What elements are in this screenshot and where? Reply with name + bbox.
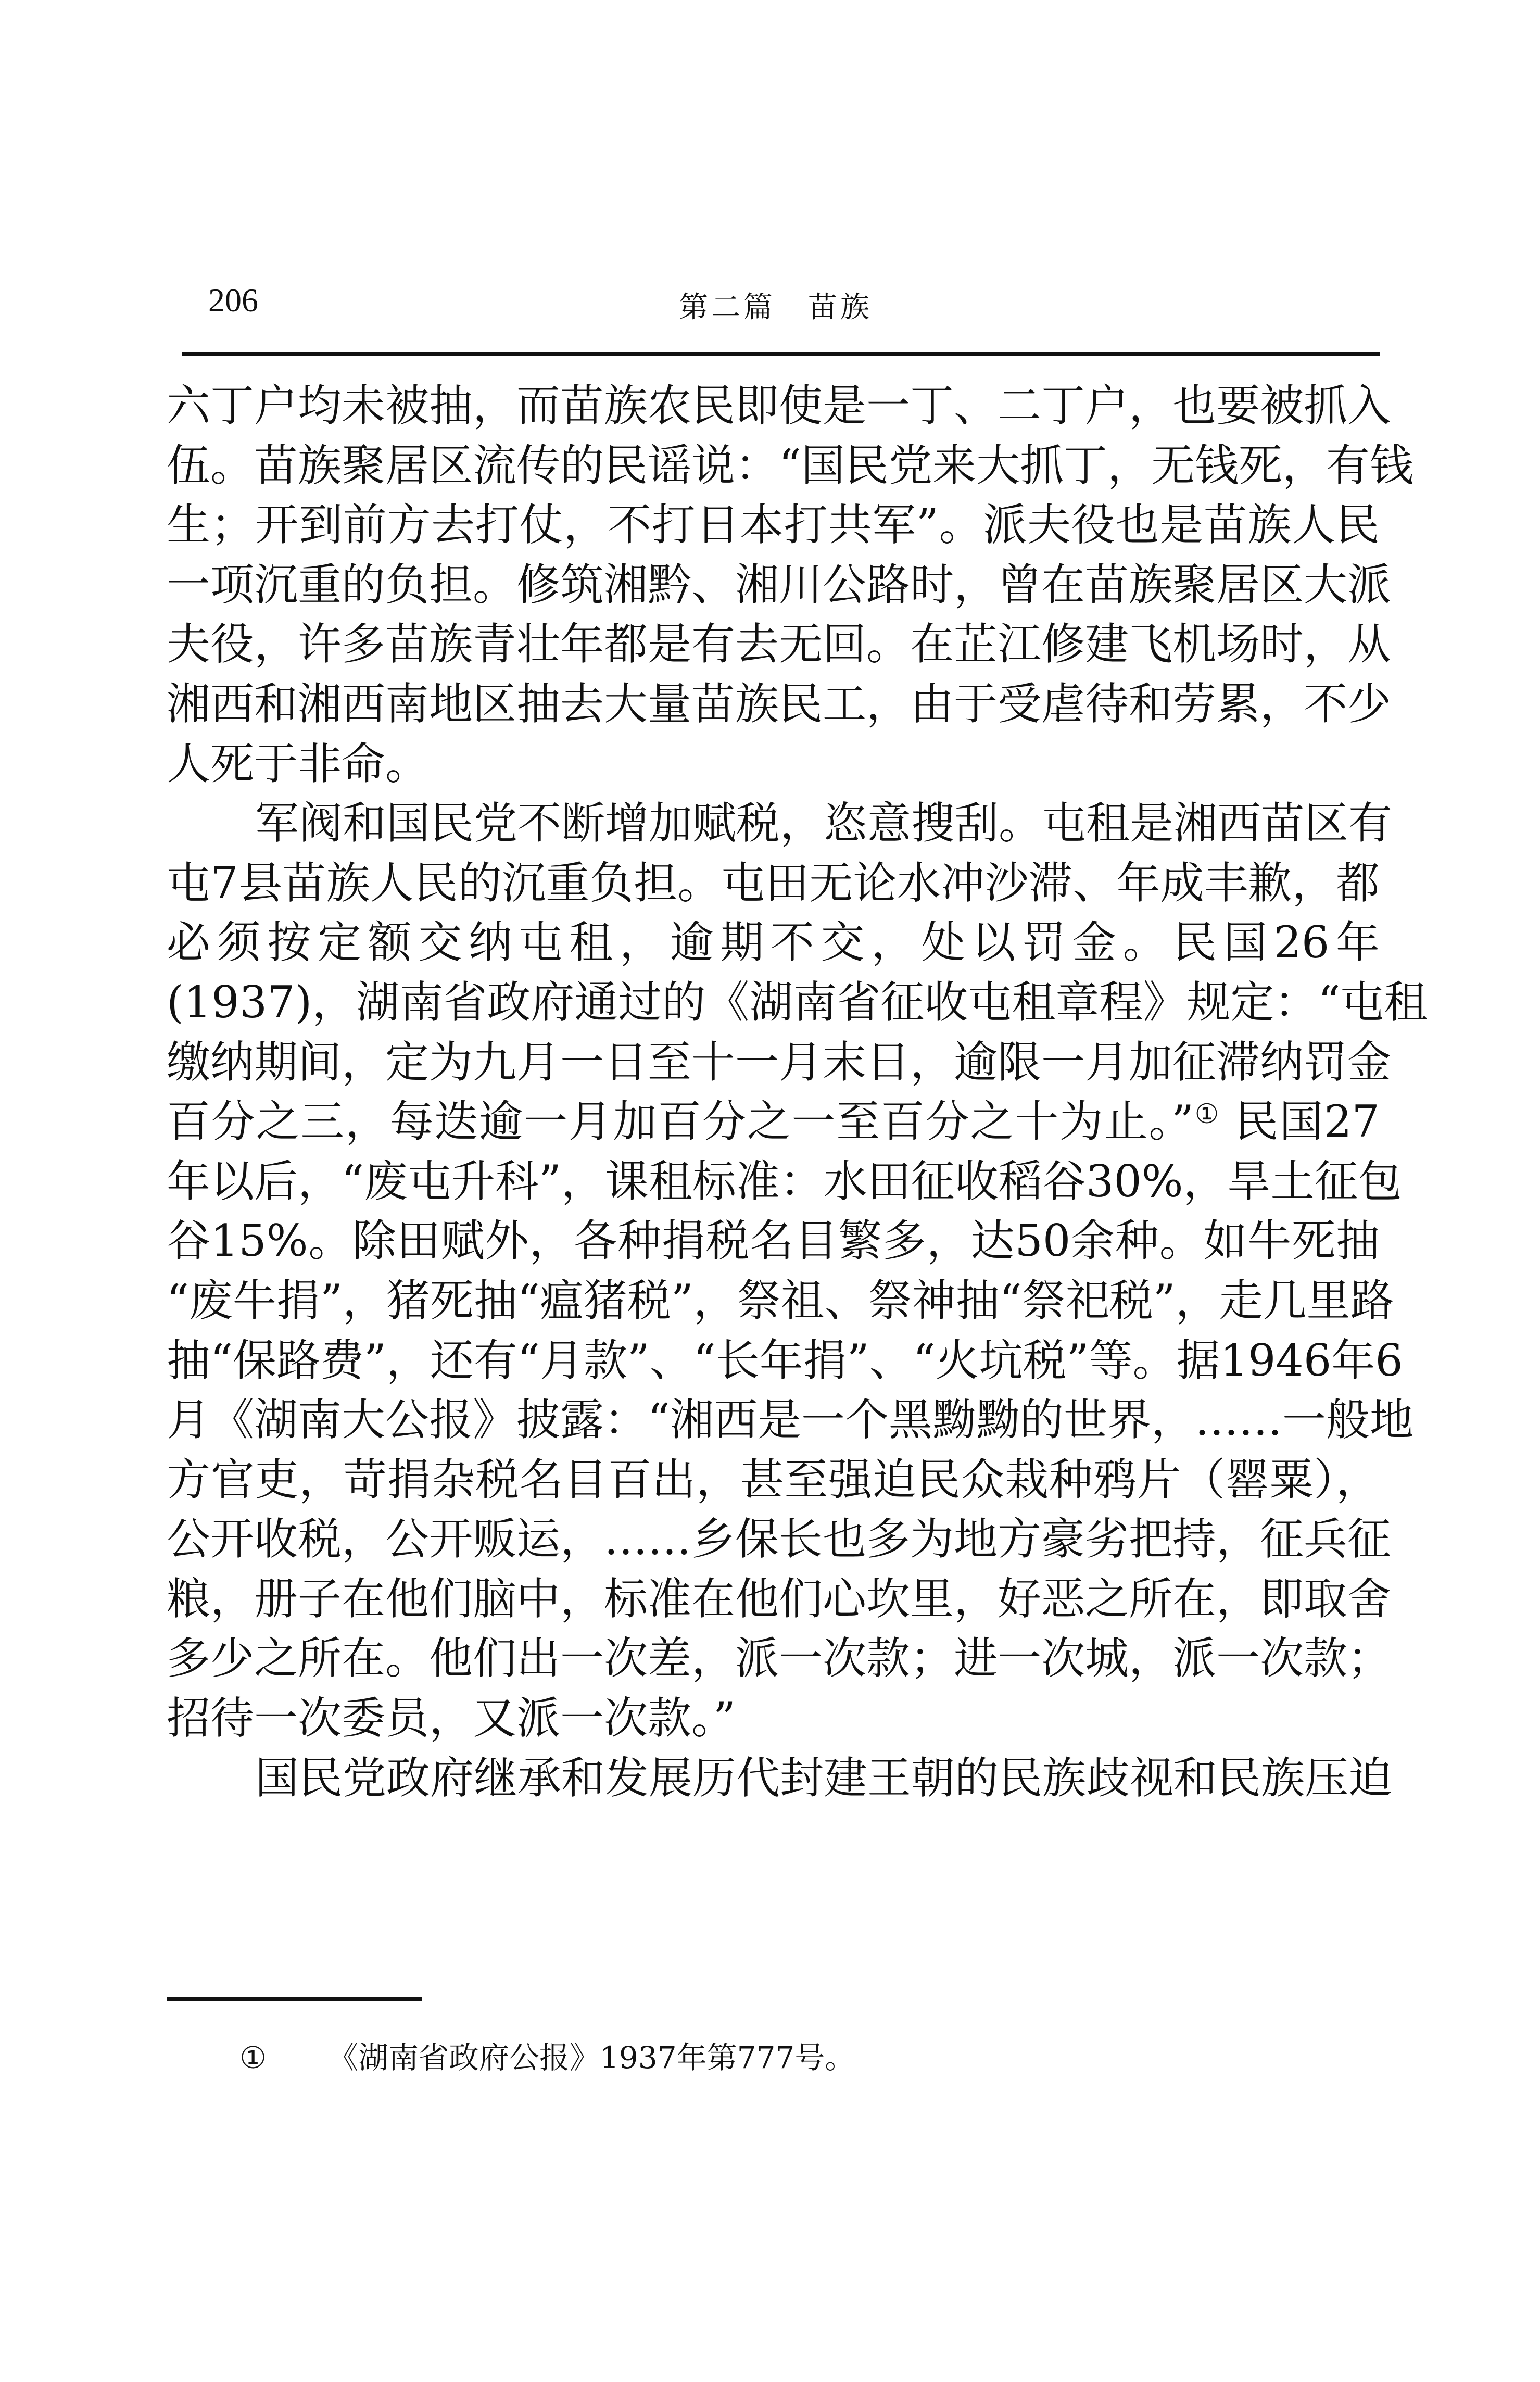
text-line-segment: 百分之三，每迭逾一月加百分之一至百分之十为止。” bbox=[167, 1096, 1194, 1148]
text-line: 六丁户均未被抽，而苗族农民即使是一丁、二丁户，也要被抓入 bbox=[167, 380, 1392, 431]
text-line: (1937)，湖南省政府通过的《湖南省征收屯租章程》规定：“屯租 bbox=[167, 976, 1428, 1028]
text-line: 伍。苗族聚居区流传的民谣说：“国民党来大抓丁，无钱死，有钱 bbox=[167, 439, 1413, 491]
text-line: “废牛捐”，猪死抽“瘟猪税”，祭祖、祭神抽“祭祀税”，走几里路 bbox=[167, 1275, 1394, 1326]
text-line: 谷15%。除田赋外，各种捐税名目繁多，达50余种。如牛死抽 bbox=[167, 1215, 1380, 1267]
body-text bbox=[167, 376, 1428, 1808]
text-line: 必须按定额交纳屯租，逾期不交，处以罚金。民国26年 bbox=[167, 917, 1380, 968]
text-line: 夫役，许多苗族青壮年都是有去无回。在芷江修建飞机场时，从 bbox=[167, 619, 1392, 670]
text-line: 抽“保路费”，还有“月款”、“长年捐”、“火坑税”等。据1946年6 bbox=[167, 1334, 1403, 1386]
text-line: 招待一次委员，又派一次款。” bbox=[167, 1693, 736, 1744]
text-line-with-footnote bbox=[167, 1092, 1380, 1152]
footnote-marker: ① bbox=[239, 2040, 267, 2075]
text-line: 人死于非命。 bbox=[167, 738, 430, 789]
text-line-segment: 民国27 bbox=[1234, 1096, 1380, 1148]
footnote-reference: ① bbox=[1194, 1099, 1220, 1130]
text-line: 一项沉重的负担。修筑湘黔、湘川公路时，曾在苗族聚居区大派 bbox=[167, 559, 1392, 610]
text-line: 方官吏，苛捐杂税名目百出，甚至强迫民众栽种鸦片（罂粟）， bbox=[167, 1454, 1380, 1505]
footnote-text: 《湖南省政府公报》1937年第777号。 bbox=[328, 2040, 855, 2075]
text-line: 月《湖南大公报》披露：“湘西是一个黑黝黝的世界，……一般地 bbox=[167, 1394, 1413, 1446]
text-line: 年以后，“废屯升科”，课租标准：水田征收稻谷30%，旱土征包 bbox=[167, 1155, 1402, 1207]
text-line: 粮，册子在他们脑中，标准在他们心坎里，好恶之所在，即取舍 bbox=[167, 1573, 1392, 1624]
text-line: 缴纳期间，定为九月一日至十一月末日，逾限一月加征滞纳罚金 bbox=[167, 1036, 1392, 1088]
footnote-rule bbox=[167, 1997, 422, 2001]
page-number: 206 bbox=[208, 282, 258, 319]
text-line: 湘西和湘西南地区抽去大量苗族民工，由于受虐待和劳累，不少 bbox=[167, 678, 1392, 729]
page-header bbox=[177, 271, 1374, 328]
text-line: 军阀和国民党不断增加赋税，恣意搜刮。屯租是湘西苗区有 bbox=[255, 798, 1393, 849]
text-line: 国民党政府继承和发展历代封建王朝的民族歧视和民族压迫 bbox=[255, 1752, 1393, 1804]
header-rule bbox=[182, 352, 1380, 356]
text-line: 公开收税，公开贩运，……乡保长也多为地方豪劣把持，征兵征 bbox=[167, 1514, 1392, 1565]
text-line: 多少之所在。他们出一次差，派一次款；进一次城，派一次款； bbox=[167, 1633, 1392, 1684]
text-line: 生；开到前方去打仗，不打日本打共军”。派夫役也是苗族人民 bbox=[167, 499, 1380, 551]
text-line: 屯7县苗族人民的沉重负担。屯田无论水冲沙滞、年成丰歉，都 bbox=[167, 857, 1380, 909]
footnote bbox=[239, 2033, 855, 2077]
running-title: 第二篇 苗族 bbox=[679, 291, 873, 324]
